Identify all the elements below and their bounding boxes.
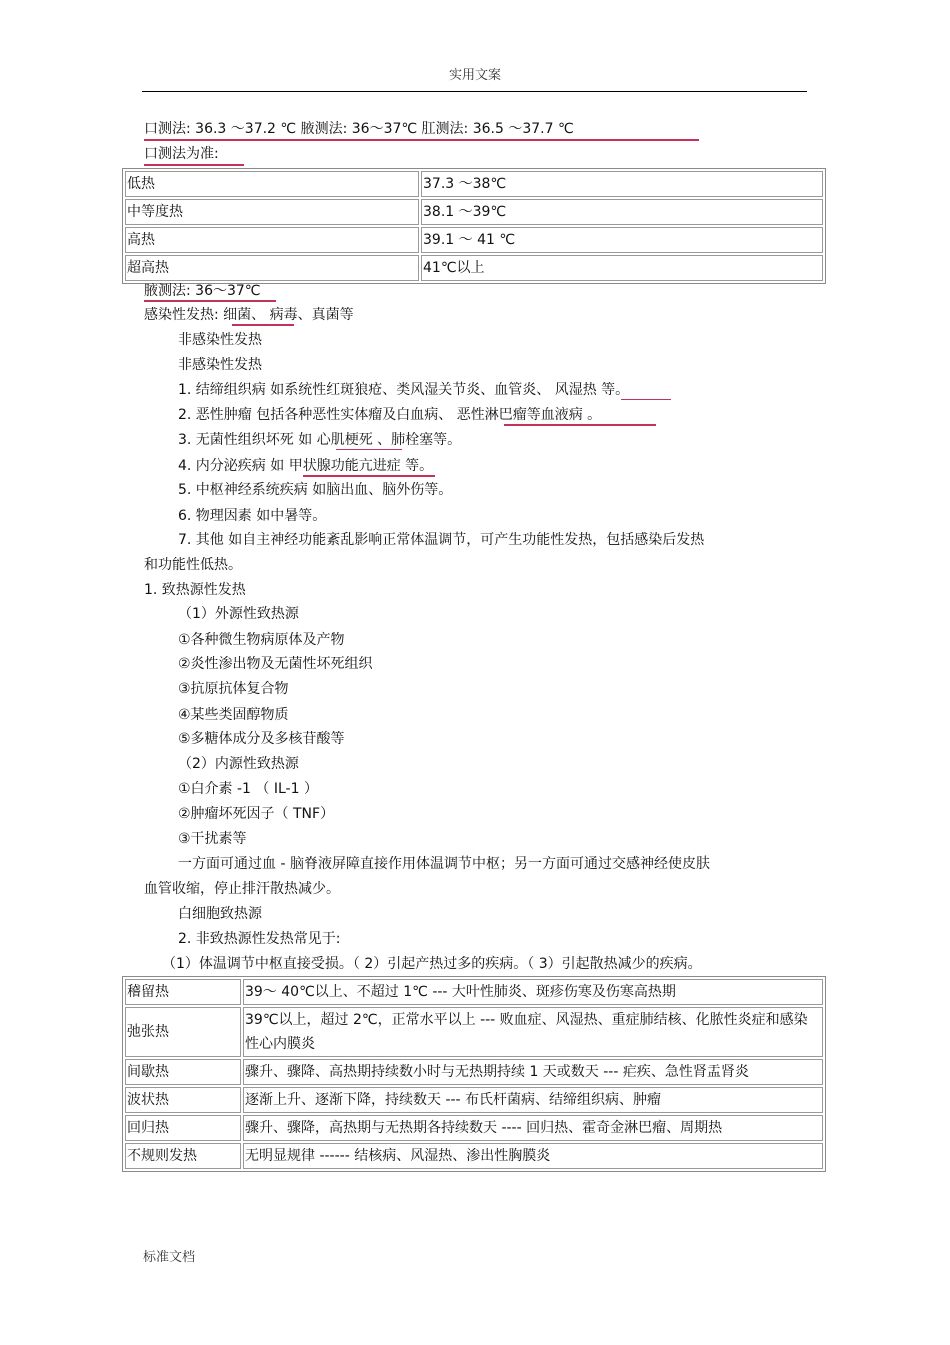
endogenous-heading: （2）内源性致热源 <box>178 756 299 772</box>
leukocyte-pyrogen-line: 白细胞致热源 <box>178 906 262 922</box>
oral-standard-underline <box>144 164 244 166</box>
fever-type-label: 弛张热 <box>125 1007 241 1057</box>
fever-grade-table <box>122 168 826 284</box>
list-item-physical: 6. 物理因素 如中暑等。 <box>178 508 327 524</box>
fever-type-desc: 骤升、骤降、高热期持续数小时与无热期持续 1 天或数天 --- 疟疾、急性肾盂肾炎 <box>243 1059 823 1085</box>
table-row <box>125 199 823 225</box>
grade-range: 39.1 ～ 41 ℃ <box>421 227 823 253</box>
list-item-other-cont: 和功能性低热。 <box>144 557 242 573</box>
table-row <box>125 1087 823 1113</box>
fever-type-label: 回归热 <box>125 1115 241 1141</box>
pyrogen-fever-heading: 1. 致热源性发热 <box>144 582 246 598</box>
endogenous-item: ②肿瘤坏死因子（ TNF） <box>178 806 335 822</box>
grade-label: 超高热 <box>125 255 419 281</box>
page-header: 实用文案 <box>448 68 501 83</box>
bacteria-underline <box>232 324 294 326</box>
table-row <box>125 979 823 1005</box>
mechanism-line: 一方面可通过血 - 脑脊液屏障直接作用体温调节中枢；另一方面可通过交感神经使皮肤 <box>178 856 710 872</box>
grade-label: 高热 <box>125 227 419 253</box>
table-row <box>125 171 823 197</box>
rheumatic-fever-underline <box>621 399 671 400</box>
exogenous-item: ④某些类固醇物质 <box>178 707 289 723</box>
measurement-line: 口测法: 36.3 ～37.2 ℃ 腋测法: 36～37℃ 肛测法: 36.5 ～37.7 ℃ <box>144 121 574 137</box>
grade-label: 低热 <box>125 171 419 197</box>
mi-underline <box>336 449 402 450</box>
grade-range: 38.1 ～39℃ <box>421 199 823 225</box>
list-item-endocrine: 4. 内分泌疾病 如 甲状腺功能亢进症 等。 <box>178 458 434 474</box>
oral-standard-line: 口测法为准: <box>144 146 219 162</box>
exogenous-item: ③抗原抗体复合物 <box>178 681 289 697</box>
fever-type-desc: 无明显规律 ------ 结核病、风湿热、渗出性胸膜炎 <box>243 1143 823 1169</box>
table-row <box>125 1059 823 1085</box>
infectious-fever-line: 感染性发热: 细菌、 病毒、真菌等 <box>144 307 354 323</box>
fever-type-desc: 39℃以上，超过 2℃，正常水平以上 --- 败血症、风湿热、重症肺结核、化脓性炎症和感染性心内膜炎 <box>243 1007 823 1057</box>
fever-type-desc: 逐渐上升、逐渐下降，持续数天 --- 布氏杆菌病、结缔组织病、肿瘤 <box>243 1087 823 1113</box>
header-rule <box>142 91 807 92</box>
grade-range: 37.3 ～38℃ <box>421 171 823 197</box>
axillary-line: 腋测法: 36～37℃ <box>144 283 261 299</box>
list-item-connective-tissue: 1. 结缔组织病 如系统性红斑狼疮、类风湿关节炎、血管炎、 风湿热 等。 <box>178 382 630 398</box>
endogenous-item: ①白介素 -1 （ IL-1 ） <box>178 781 318 797</box>
noninfectious-heading-2: 非感染性发热 <box>178 357 262 373</box>
table-row <box>125 227 823 253</box>
fever-type-desc: 39～ 40℃以上、不超过 1℃ --- 大叶性肺炎、斑疹伤寒及伤寒高热期 <box>243 979 823 1005</box>
exogenous-item: ⑤多糖体成分及多核苷酸等 <box>178 731 345 747</box>
fever-type-label: 稽留热 <box>125 979 241 1005</box>
table-row <box>125 255 823 281</box>
list-item-cns: 5. 中枢神经系统疾病 如脑出血、脑外伤等。 <box>178 482 453 498</box>
noninfectious-heading-1: 非感染性发热 <box>178 332 262 348</box>
lymphoma-underline <box>504 424 656 426</box>
fever-type-label: 间歇热 <box>125 1059 241 1085</box>
endogenous-item: ③干扰素等 <box>178 831 247 847</box>
nonpyrogen-heading: 2. 非致热源性发热常见于: <box>178 931 341 947</box>
list-item-malignant-tumor: 2. 恶性肿瘤 包括各种恶性实体瘤及白血病、 恶性淋巴瘤等血液病 。 <box>178 407 602 423</box>
exogenous-item: ②炎性渗出物及无菌性坏死组织 <box>178 656 373 672</box>
list-item-necrosis: 3. 无菌性组织坏死 如 心肌梗死 、肺栓塞等。 <box>178 432 462 448</box>
fever-type-label: 不规则发热 <box>125 1143 241 1169</box>
measurement-underline <box>144 139 699 141</box>
exogenous-item: ①各种微生物病原体及产物 <box>178 632 345 648</box>
hyperthyroid-underline <box>303 475 435 477</box>
mechanism-line-cont: 血管收缩，停止排汗散热减少。 <box>144 881 340 897</box>
grade-range: 41℃以上 <box>421 255 823 281</box>
grade-label: 中等度热 <box>125 199 419 225</box>
nonpyrogen-causes: （1）体温调节中枢直接受损。（ 2）引起产热过多的疾病。（ 3）引起散热减少的疾病。 <box>162 956 702 972</box>
list-item-other: 7. 其他 如自主神经功能紊乱影响正常体温调节，可产生功能性发热，包括感染后发热 <box>178 532 705 548</box>
fever-type-label: 波状热 <box>125 1087 241 1113</box>
table-row <box>125 1143 823 1169</box>
table-row <box>125 1007 823 1057</box>
fever-type-desc: 骤升、骤降，高热期与无热期各持续数天 ---- 回归热、霍奇金淋巴瘤、周期热 <box>243 1115 823 1141</box>
axillary-underline <box>144 300 276 302</box>
table-row <box>125 1115 823 1141</box>
exogenous-heading: （1）外源性致热源 <box>178 606 299 622</box>
fever-type-table <box>122 976 826 1172</box>
page-footer: 标准文档 <box>143 1250 196 1265</box>
